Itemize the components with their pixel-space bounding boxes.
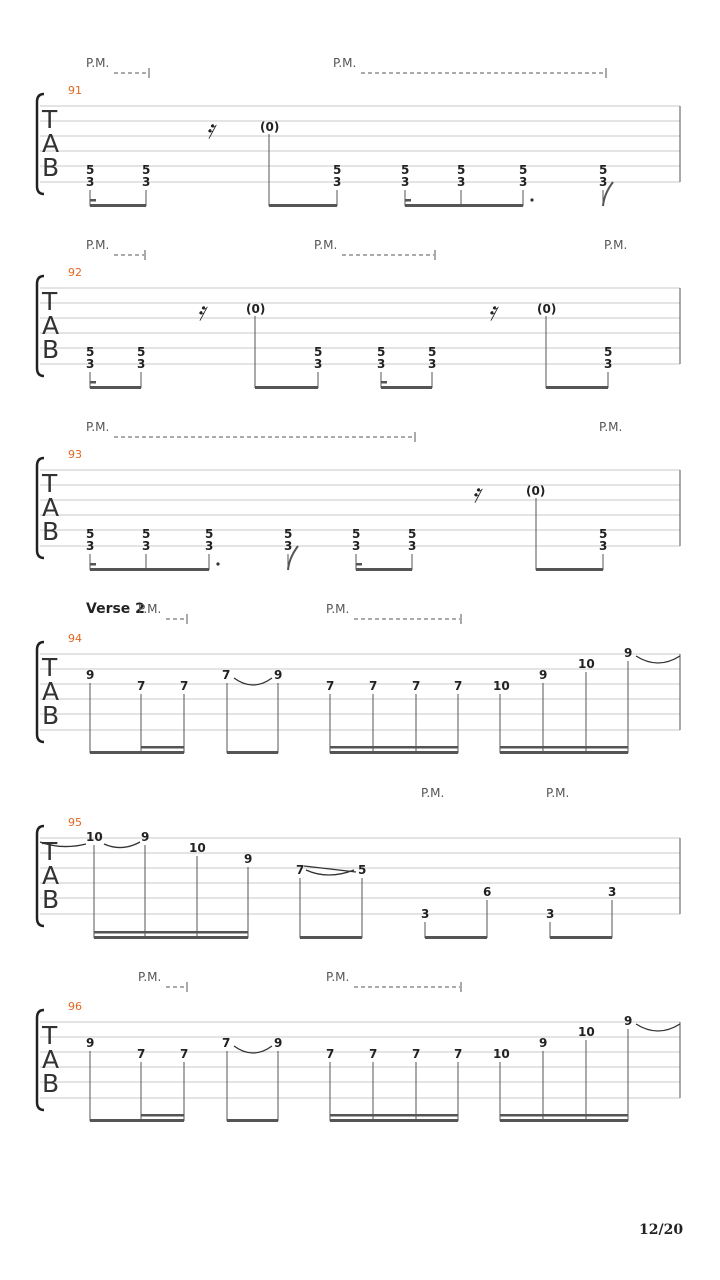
fret-number: 3 [457, 175, 466, 189]
fret-number: 7 [222, 1036, 231, 1050]
bar-number: 94 [68, 632, 82, 645]
palm-mute-label: P.M. [421, 786, 445, 800]
palm-mute-label: P.M. [333, 56, 357, 70]
palm-mute-label: P.M. [86, 420, 110, 434]
fret-number: 7 [326, 1047, 335, 1061]
fret-number: 5 [137, 345, 146, 359]
fret-number: 5 [599, 527, 608, 541]
tab-clef-b: B [42, 153, 60, 182]
fret-number: 5 [358, 863, 367, 877]
sixteenth-rest: 𝄿 [197, 297, 205, 327]
tab-clef-a: A [42, 861, 60, 890]
system-96 [37, 970, 680, 1122]
note-stack [519, 163, 527, 189]
fret-number: 6 [483, 885, 492, 899]
fret-number: 3 [86, 539, 95, 553]
fret-number: 5 [604, 345, 613, 359]
note-stack [142, 527, 150, 553]
tab-clef-b: B [42, 517, 60, 546]
fret-number: 3 [604, 357, 613, 371]
fret-number: 9 [86, 668, 95, 682]
fret-number: 10 [86, 830, 103, 844]
dot [216, 562, 219, 565]
note-stack [408, 527, 416, 553]
fret-number: 7 [454, 679, 463, 693]
fret-number: 7 [369, 1047, 378, 1061]
tab-clef-t: T [42, 837, 58, 866]
note-stack [352, 527, 360, 553]
tab-clef-a: A [42, 129, 60, 158]
note-stack [401, 163, 409, 189]
fret-number: 5 [401, 163, 410, 177]
note-stack [86, 527, 94, 553]
fret-number: 7 [180, 679, 189, 693]
tab-clef-b: B [42, 885, 60, 914]
ghost-note: (0) [526, 484, 546, 498]
fret-number: 3 [142, 539, 151, 553]
fret-number: 5 [142, 527, 151, 541]
bar-number: 96 [68, 1000, 82, 1013]
fret-number: 3 [421, 907, 430, 921]
fret-number: 3 [428, 357, 437, 371]
ghost-note: (0) [260, 120, 280, 134]
staff-lines [40, 288, 680, 364]
fret-number: 7 [454, 1047, 463, 1061]
fret-number: 3 [284, 539, 293, 553]
fret-number: 7 [137, 1047, 146, 1061]
bar-number: 95 [68, 816, 82, 829]
rhythm-stems [94, 845, 612, 938]
fret-number: 5 [142, 163, 151, 177]
fret-number: 9 [86, 1036, 95, 1050]
tab-clef-b: B [42, 1069, 60, 1098]
palm-mute-label: P.M. [314, 238, 338, 252]
fret-number: 3 [519, 175, 528, 189]
fret-number: 10 [493, 679, 510, 693]
note-stack [86, 163, 94, 189]
system-93 [37, 420, 680, 571]
note-stack [333, 163, 341, 189]
bar-number: 93 [68, 448, 82, 461]
fret-number: 9 [244, 852, 253, 866]
fret-number: 9 [539, 1036, 548, 1050]
note-stack [599, 163, 607, 189]
fret-number: 9 [539, 668, 548, 682]
fret-number: 5 [86, 527, 95, 541]
tab-clef-t: T [42, 653, 58, 682]
fret-number: 5 [314, 345, 323, 359]
note-stack [457, 163, 465, 189]
rhythm-stems [90, 498, 603, 570]
ghost-note: (0) [537, 302, 557, 316]
fret-number: 5 [599, 163, 608, 177]
sixteenth-rest: 𝄿 [488, 297, 496, 327]
slur [104, 842, 140, 848]
palm-mute-label: P.M. [599, 420, 623, 434]
bar-number: 91 [68, 84, 82, 97]
palm-mute-label: P.M. [326, 602, 350, 616]
palm-mute-label: P.M. [86, 238, 110, 252]
note-stack [142, 163, 150, 189]
fret-number: 10 [578, 657, 595, 671]
fret-number: 9 [624, 1014, 633, 1028]
fret-number: 9 [141, 830, 150, 844]
fret-number: 5 [86, 345, 95, 359]
fret-number: 3 [408, 539, 417, 553]
fret-number: 3 [377, 357, 386, 371]
slide-line [304, 866, 356, 872]
fret-number: 7 [326, 679, 335, 693]
beams [90, 1114, 628, 1122]
palm-mute-label: P.M. [86, 56, 110, 70]
note-stack [314, 345, 322, 371]
tab-clef-b: B [42, 335, 60, 364]
bar-number: 92 [68, 266, 82, 279]
fret-number: 3 [599, 175, 608, 189]
note-stack [284, 527, 292, 553]
fret-number: 9 [274, 1036, 283, 1050]
tab-clef-a: A [42, 677, 60, 706]
beams [90, 381, 608, 389]
fret-number: 10 [189, 841, 206, 855]
tab-clef-t: T [42, 469, 58, 498]
fret-number: 5 [428, 345, 437, 359]
staff-lines [40, 106, 680, 182]
sixteenth-rest: 𝄿 [206, 115, 214, 145]
palm-mute-label: P.M. [138, 602, 162, 616]
fret-number: 3 [314, 357, 323, 371]
section-label: Verse 2 [86, 601, 145, 617]
fret-number: 3 [546, 907, 555, 921]
beams [90, 563, 603, 571]
palm-mute-label: P.M. [546, 786, 570, 800]
fret-number: 7 [296, 863, 305, 877]
tab-clef-t: T [42, 1021, 58, 1050]
note-stack [377, 345, 385, 371]
tie [636, 1024, 680, 1031]
fret-number: 5 [352, 527, 361, 541]
tab-clef-t: T [42, 105, 58, 134]
fret-number: 3 [599, 539, 608, 553]
fret-number: 7 [180, 1047, 189, 1061]
tab-clef-a: A [42, 311, 60, 340]
tab-clef-t: T [42, 287, 58, 316]
fret-number: 7 [412, 679, 421, 693]
fret-number: 5 [86, 163, 95, 177]
palm-mute-label: P.M. [326, 970, 350, 984]
fret-number: 7 [369, 679, 378, 693]
dot [530, 198, 533, 201]
fret-number: 9 [624, 646, 633, 660]
palm-mute-label: P.M. [138, 970, 162, 984]
fret-number: 10 [578, 1025, 595, 1039]
palm-mute-label: P.M. [604, 238, 628, 252]
beams [94, 931, 612, 939]
fret-number: 5 [519, 163, 528, 177]
ghost-note: (0) [246, 302, 266, 316]
fret-number: 9 [274, 668, 283, 682]
page-number: 12/20 [639, 1222, 684, 1238]
note-stack [205, 527, 213, 553]
fret-number: 3 [86, 175, 95, 189]
note-stack [428, 345, 436, 371]
tab-clef-a: A [42, 493, 60, 522]
fret-number: 5 [284, 527, 293, 541]
tab-clef-a: A [42, 1045, 60, 1074]
beams [90, 199, 523, 207]
fret-number: 5 [333, 163, 342, 177]
fret-number: 3 [352, 539, 361, 553]
fret-number: 5 [205, 527, 214, 541]
fret-number: 5 [377, 345, 386, 359]
fret-number: 7 [412, 1047, 421, 1061]
system-92 [37, 238, 680, 389]
fret-number: 3 [333, 175, 342, 189]
note-stack [86, 345, 94, 371]
note-stack [599, 527, 607, 553]
tab-clef-b: B [42, 701, 60, 730]
fret-number: 3 [142, 175, 151, 189]
fret-number: 3 [205, 539, 214, 553]
system-95 [37, 786, 680, 939]
beams [90, 746, 628, 754]
note-stack [137, 345, 145, 371]
fret-number: 3 [608, 885, 617, 899]
tie [636, 656, 680, 663]
sixteenth-rest: 𝄿 [472, 479, 480, 509]
system-94 [37, 601, 680, 754]
fret-number: 5 [457, 163, 466, 177]
fret-number: 7 [222, 668, 231, 682]
fret-number: 3 [137, 357, 146, 371]
system-91 [37, 56, 680, 207]
fret-number: 5 [408, 527, 417, 541]
fret-number: 7 [137, 679, 146, 693]
fret-number: 10 [493, 1047, 510, 1061]
rhythm-stems [90, 316, 608, 388]
fret-number: 3 [86, 357, 95, 371]
fret-number: 3 [401, 175, 410, 189]
note-stack [604, 345, 612, 371]
